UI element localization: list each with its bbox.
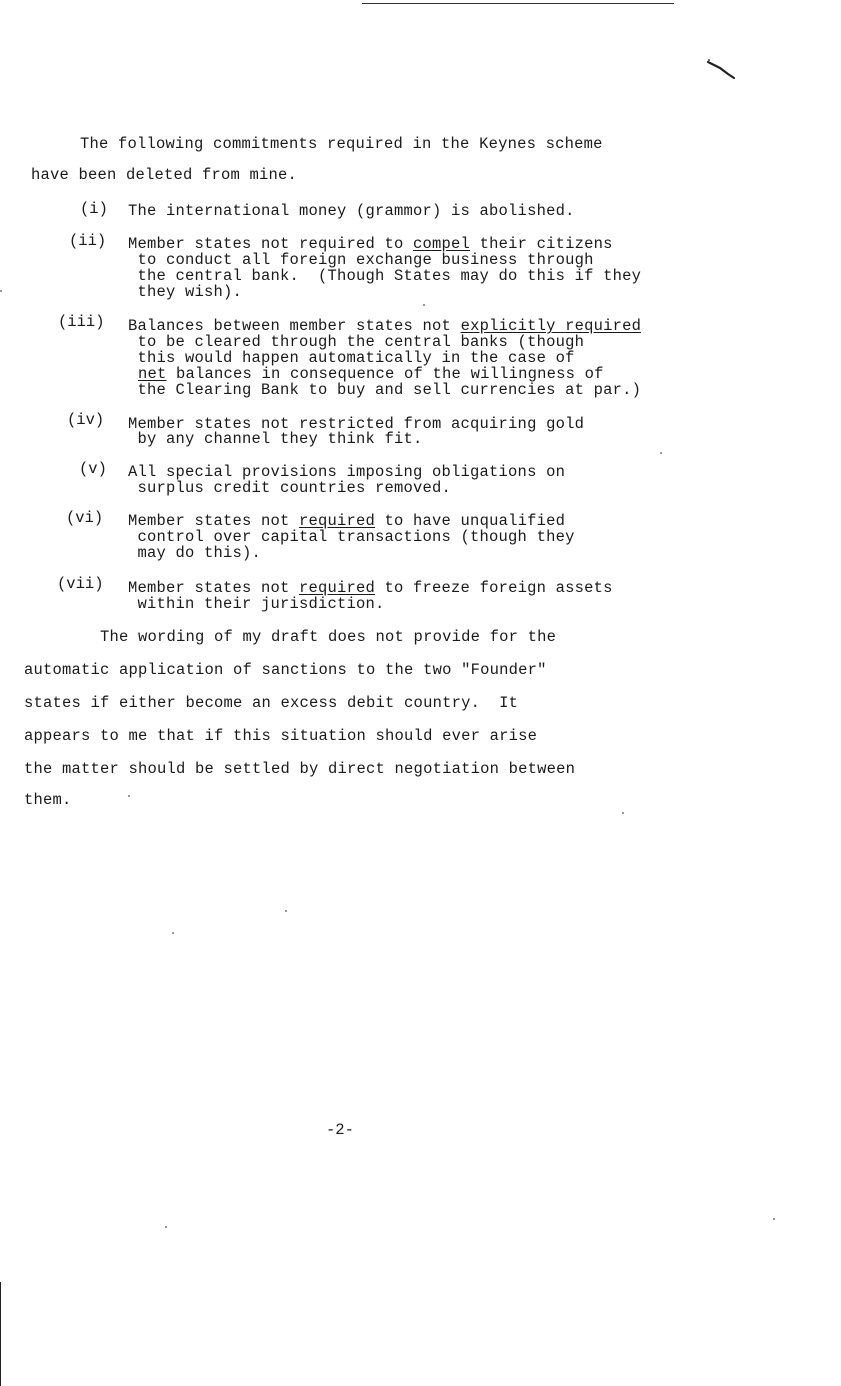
item-line: to be cleared through the central banks (though bbox=[128, 333, 585, 351]
underlined-word: required bbox=[299, 512, 376, 530]
item-line bbox=[128, 236, 613, 252]
intro-line-1: The following commitments required in the Keynes scheme bbox=[80, 135, 603, 153]
item-line: the central bank. (Though States may do this if they bbox=[128, 267, 642, 285]
item-line-part: Balances between member states not bbox=[128, 317, 461, 335]
item-numeral: (vi) bbox=[66, 509, 104, 527]
item-numeral: (i) bbox=[80, 200, 108, 218]
item-line: to conduct all foreign exchange business through bbox=[128, 251, 594, 269]
item-line: surplus credit countries removed. bbox=[128, 479, 452, 497]
item-line: within their jurisdiction. bbox=[128, 595, 385, 613]
item-line: by any channel they think fit. bbox=[128, 430, 423, 448]
item-line-part: Member states not bbox=[128, 512, 300, 530]
closing-line: The wording of my draft does not provide for the bbox=[24, 628, 557, 646]
underlined-word: compel bbox=[413, 235, 471, 253]
scan-speckle bbox=[165, 1226, 167, 1228]
top-rule bbox=[362, 3, 674, 4]
item-line: the Clearing Bank to buy and sell currencies at par.) bbox=[128, 381, 642, 399]
item-line-part: balances in consequence of the willingness of bbox=[166, 365, 604, 383]
item-numeral: (iii) bbox=[58, 313, 105, 331]
item-line-part: their citizens bbox=[470, 235, 613, 253]
scan-speckle bbox=[172, 932, 174, 934]
scan-speckle bbox=[0, 290, 2, 292]
item-line: control over capital transactions (though they bbox=[128, 528, 575, 546]
item-line bbox=[128, 513, 565, 529]
item-line: Member states not restricted from acquiring gold bbox=[128, 415, 585, 433]
item-line-part: Member states not bbox=[128, 579, 300, 597]
scan-speckle bbox=[773, 1218, 775, 1220]
scan-speckle bbox=[660, 452, 662, 454]
scan-speckle bbox=[622, 812, 624, 814]
item-line bbox=[128, 580, 613, 596]
scan-speckle bbox=[285, 910, 287, 912]
closing-line: the matter should be settled by direct negotiation between bbox=[24, 760, 576, 778]
item-line-part: Member states not required to bbox=[128, 235, 414, 253]
item-line: this would happen automatically in the case of bbox=[128, 349, 575, 367]
left-edge-mark bbox=[0, 1282, 1, 1386]
pen-mark-icon bbox=[706, 58, 736, 80]
underlined-phrase: explicitly required bbox=[460, 317, 642, 335]
intro-line-2: have been deleted from mine. bbox=[31, 166, 298, 184]
underlined-word: required bbox=[299, 579, 376, 597]
item-line: may do this). bbox=[128, 544, 262, 562]
page-number: -2- bbox=[326, 1121, 354, 1139]
closing-line: automatic application of sanctions to the two "Founder" bbox=[24, 661, 547, 679]
item-line: All special provisions imposing obligations on bbox=[128, 463, 566, 481]
item-line: they wish). bbox=[128, 283, 243, 301]
scan-speckle bbox=[423, 304, 425, 306]
item-numeral: (ii) bbox=[69, 232, 107, 250]
item-text: The international money (grammor) is abolished. bbox=[128, 202, 575, 220]
item-numeral: (v) bbox=[79, 460, 107, 478]
closing-line: states if either become an excess debit country. It bbox=[24, 694, 519, 712]
underlined-word: net bbox=[138, 365, 167, 383]
item-line bbox=[128, 318, 641, 334]
item-line bbox=[138, 366, 604, 382]
closing-line: appears to me that if this situation should ever arise bbox=[24, 727, 538, 745]
closing-line: them. bbox=[24, 791, 72, 809]
item-line-part: to have unqualified bbox=[375, 512, 566, 530]
item-numeral: (vii) bbox=[57, 575, 104, 593]
item-numeral: (iv) bbox=[67, 411, 105, 429]
scan-speckle bbox=[128, 795, 130, 797]
item-line-part: to freeze foreign assets bbox=[375, 579, 613, 597]
